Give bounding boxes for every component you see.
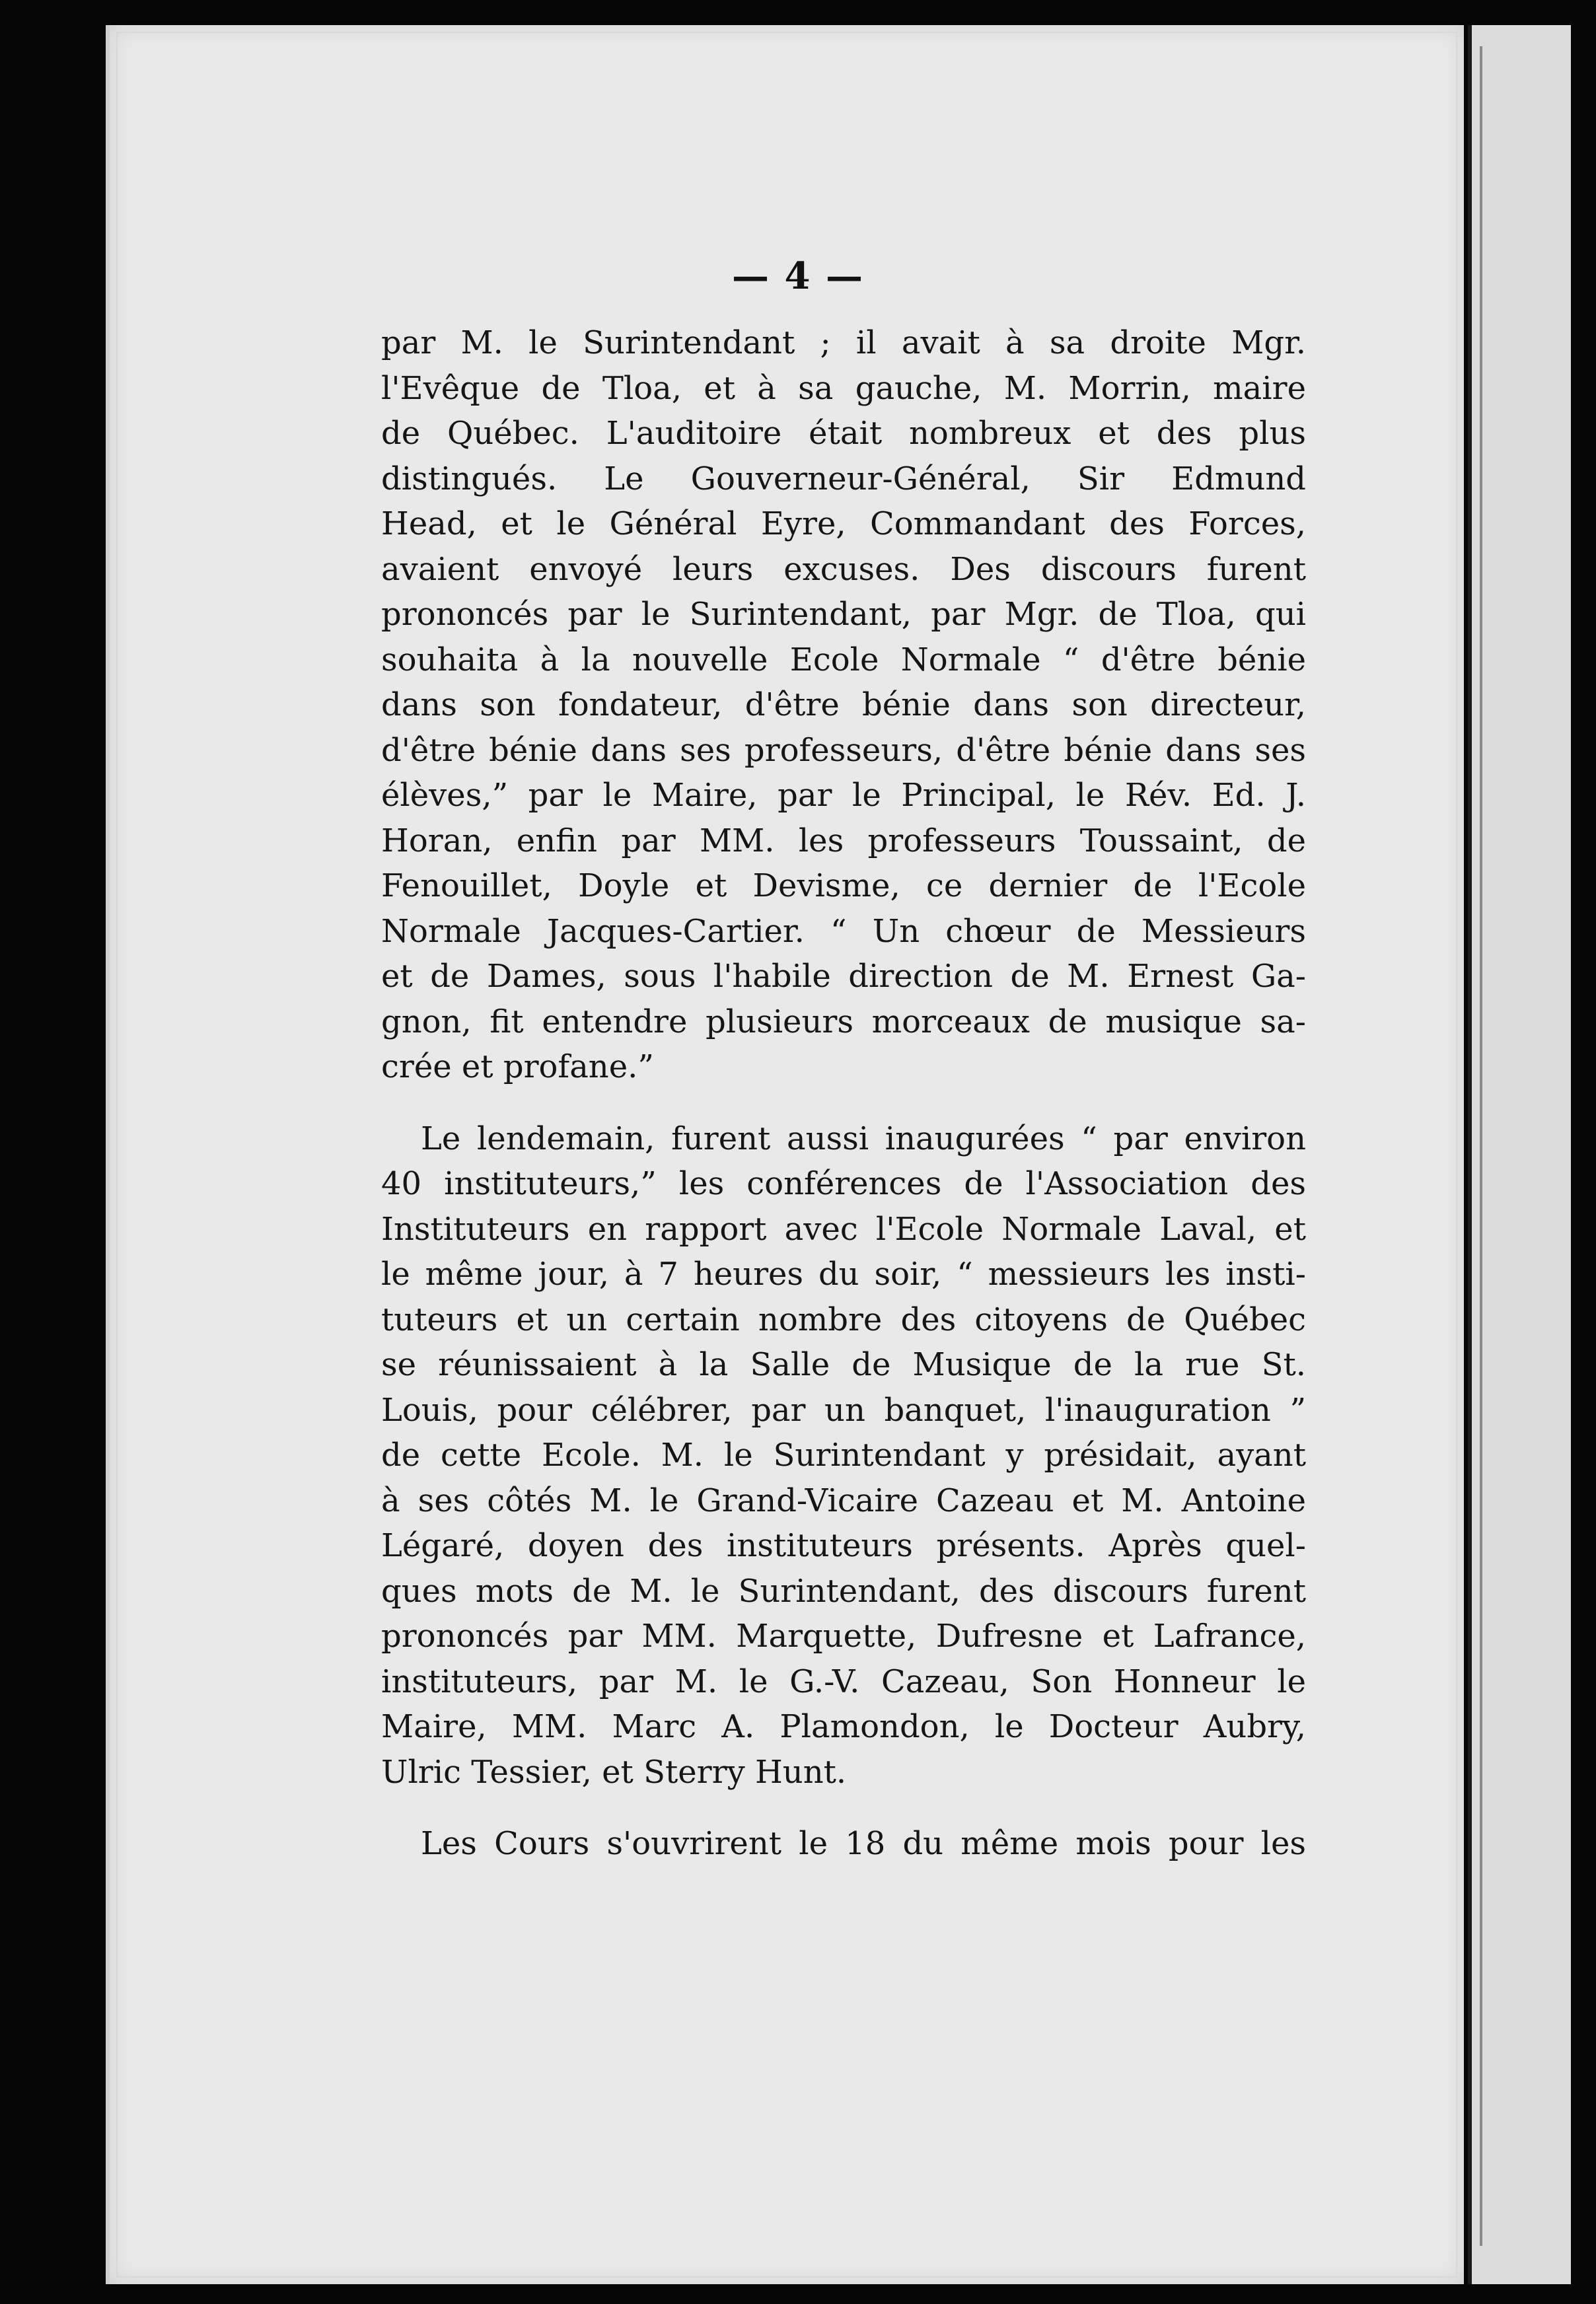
text-line: Normale Jacques-Cartier. “ Un chœur de Messieurs [381,912,1306,950]
text-line: prononcés par MM. Marquette, Dufresne et Lafrance, [381,1618,1306,1655]
text-line: le même jour, à 7 heures du soir, “ messieurs les insti- [381,1256,1306,1293]
paragraph-2 [381,1116,1306,1795]
text-line: élèves,” par le Maire, par le Principal, le Rév. Ed. J. [381,777,1306,814]
text-line: de Québec. L'auditoire était nombreux et des plus [381,415,1306,452]
text-line: Ulric Tessier, et Sterry Hunt. [381,1753,847,1791]
paragraph-gap [381,1795,1306,1821]
paragraph-3 [381,1821,1306,1867]
text-line: Légaré, doyen des instituteurs présents. Après quel- [381,1527,1306,1564]
text-line: dans son fondateur, d'être bénie dans son directeur, [381,686,1306,723]
text-line: Head, et le Général Eyre, Commandant des Forces, [381,505,1306,542]
page-number: — 4 — [732,254,864,298]
text-line: prononcés par le Surintendant, par Mgr. de Tloa, qui [381,596,1306,633]
text-line: crée et profane.” [381,1048,654,1085]
paragraph-1 [381,320,1306,1090]
text-line: Maire, MM. Marc A. Plamondon, le Docteur Aubry, [381,1708,1306,1745]
text-line: gnon, fit entendre plusieurs morceaux de musique sa- [381,1003,1306,1040]
adjacent-page-edge [1468,25,1571,2284]
text-line: et de Dames, sous l'habile direction de M. Ernest Ga- [381,958,1306,995]
text-line: Le lendemain, furent aussi inaugurées “ par environ [421,1120,1306,1157]
text-line: de cette Ecole. M. le Surintendant y présidait, ayant [381,1437,1306,1474]
text-line: Horan, enfin par MM. les professeurs Toussaint, de [381,822,1306,859]
paragraph-gap [381,1090,1306,1116]
text-line: avaient envoyé leurs excuses. Des discours furent [381,550,1306,588]
text-line: d'être bénie dans ses professeurs, d'être bénie dans ses [381,731,1306,769]
text-line: ques mots de M. le Surintendant, des discours furent [381,1572,1306,1610]
text-line: Louis, pour célébrer, par un banquet, l'inauguration ” [381,1391,1306,1429]
text-line: 40 instituteurs,” les conférences de l'Association des [381,1165,1306,1202]
text-line: instituteurs, par M. le G.-V. Cazeau, Son Honneur le [381,1663,1306,1700]
text-line: souhaita à la nouvelle Ecole Normale “ d'être bénie [381,641,1306,678]
text-line: à ses côtés M. le Grand-Vicaire Cazeau et M. Antoine [381,1482,1306,1519]
text-line: par M. le Surintendant ; il avait à sa droite Mgr. [381,324,1306,361]
body-text [381,320,1306,1867]
text-line: l'Evêque de Tloa, et à sa gauche, M. Morrin, maire [381,369,1306,407]
text-line: distingués. Le Gouverneur-Général, Sir Edmund [381,460,1306,497]
text-line: Instituteurs en rapport avec l'Ecole Normale Laval, et [381,1210,1306,1248]
text-line: Les Cours s'ouvrirent le 18 du même mois pour les [421,1825,1306,1862]
text-line: se réunissaient à la Salle de Musique de la rue St. [381,1346,1306,1383]
text-line: tuteurs et un certain nombre des citoyens de Québec [381,1301,1306,1338]
page-fold-line [1480,46,1482,2246]
text-line: Fenouillet, Doyle et Devisme, ce dernier de l'Ecole [381,867,1306,904]
